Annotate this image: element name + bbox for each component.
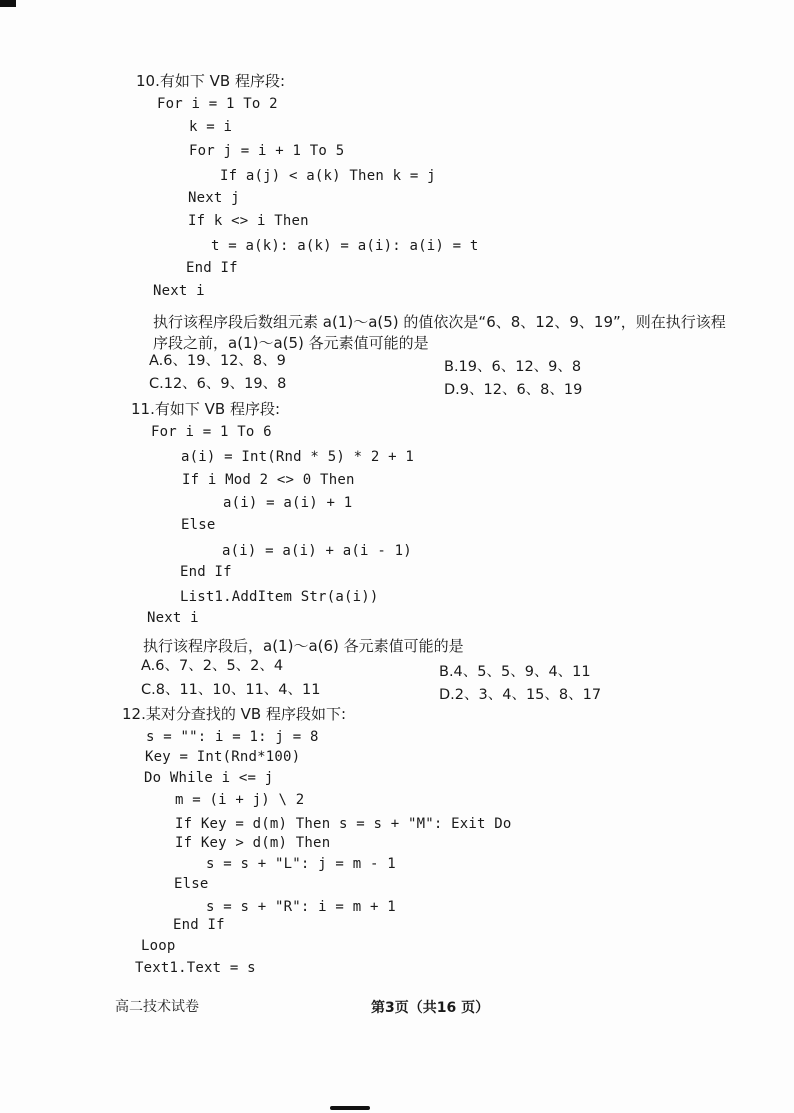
question-11-title: 11.有如下 VB 程序段:	[131, 400, 280, 418]
q12-code-line-4: m = (i + j) \ 2	[175, 792, 305, 808]
q12-code-line-6: If Key > d(m) Then	[175, 835, 331, 851]
q12-code-line-9: s = s + "R": i = m + 1	[206, 899, 396, 915]
q10-code-line-9: Next i	[153, 283, 205, 299]
q11-code-line-2: a(i) = Int(Rnd * 5) * 2 + 1	[181, 449, 414, 465]
q10-code-line-8: End If	[186, 260, 238, 276]
q11-code-line-7: End If	[180, 564, 232, 580]
footer-exam-title: 高二技术试卷	[115, 999, 199, 1015]
q12-code-line-7: s = s + "L": j = m - 1	[206, 856, 396, 872]
scan-mark-bottom	[330, 1106, 370, 1110]
q12-code-line-1: s = "": i = 1: j = 8	[146, 729, 319, 745]
q11-code-line-9: Next i	[147, 610, 199, 626]
q11-code-line-8: List1.AddItem Str(a(i))	[180, 589, 379, 605]
q12-code-line-3: Do While i <= j	[144, 770, 274, 786]
q10-code-line-1: For i = 1 To 2	[157, 96, 278, 112]
q10-option-a: A.6、19、12、8、9	[149, 353, 286, 369]
q10-code-line-4: If a(j) < a(k) Then k = j	[220, 168, 436, 184]
q12-code-line-2: Key = Int(Rnd*100)	[145, 749, 301, 765]
q11-code-line-6: a(i) = a(i) + a(i - 1)	[222, 543, 412, 559]
q11-code-line-3: If i Mod 2 <> 0 Then	[182, 472, 355, 488]
q10-option-d: D.9、12、6、8、19	[444, 382, 583, 398]
q11-option-c: C.8、11、10、11、4、11	[141, 682, 321, 698]
q12-code-line-10: End If	[173, 917, 225, 933]
q11-option-a: A.6、7、2、5、2、4	[141, 658, 284, 674]
q11-option-d: D.2、3、4、15、8、17	[439, 687, 602, 703]
q11-code-line-4: a(i) = a(i) + 1	[223, 495, 353, 511]
q10-option-b: B.19、6、12、9、8	[444, 359, 582, 375]
q12-code-line-11: Loop	[141, 938, 176, 954]
q10-stem-line-1: 执行该程序段后数组元素 a(1)～a(5) 的值依次是“6、8、12、9、19”，则在执行该程	[153, 313, 726, 331]
q12-code-line-8: Else	[174, 876, 209, 892]
q10-code-line-2: k = i	[189, 119, 233, 135]
q11-code-line-1: For i = 1 To 6	[151, 424, 272, 440]
footer-page-number: 第3页（共16 页）	[371, 1000, 490, 1016]
q10-code-line-5: Next j	[188, 190, 240, 206]
q10-code-line-6: If k <> i Then	[188, 213, 309, 229]
q10-option-c: C.12、6、9、19、8	[149, 376, 287, 392]
q10-code-line-7: t = a(k): a(k) = a(i): a(i) = t	[211, 238, 479, 254]
question-10-title: 10.有如下 VB 程序段:	[136, 72, 285, 90]
q11-code-line-5: Else	[181, 517, 216, 533]
q11-option-b: B.4、5、5、9、4、11	[439, 664, 591, 680]
q12-code-line-12: Text1.Text = s	[135, 960, 256, 976]
q10-stem-line-2: 序段之前，a(1)～a(5) 各元素值可能的是	[153, 334, 429, 352]
q10-code-line-3: For j = i + 1 To 5	[189, 143, 345, 159]
question-12-title: 12.某对分查找的 VB 程序段如下:	[122, 705, 346, 723]
scan-mark-top-left	[0, 0, 16, 7]
q12-code-line-5: If Key = d(m) Then s = s + "M": Exit Do	[175, 816, 512, 832]
q11-stem: 执行该程序段后，a(1)～a(6) 各元素值可能的是	[143, 637, 464, 655]
